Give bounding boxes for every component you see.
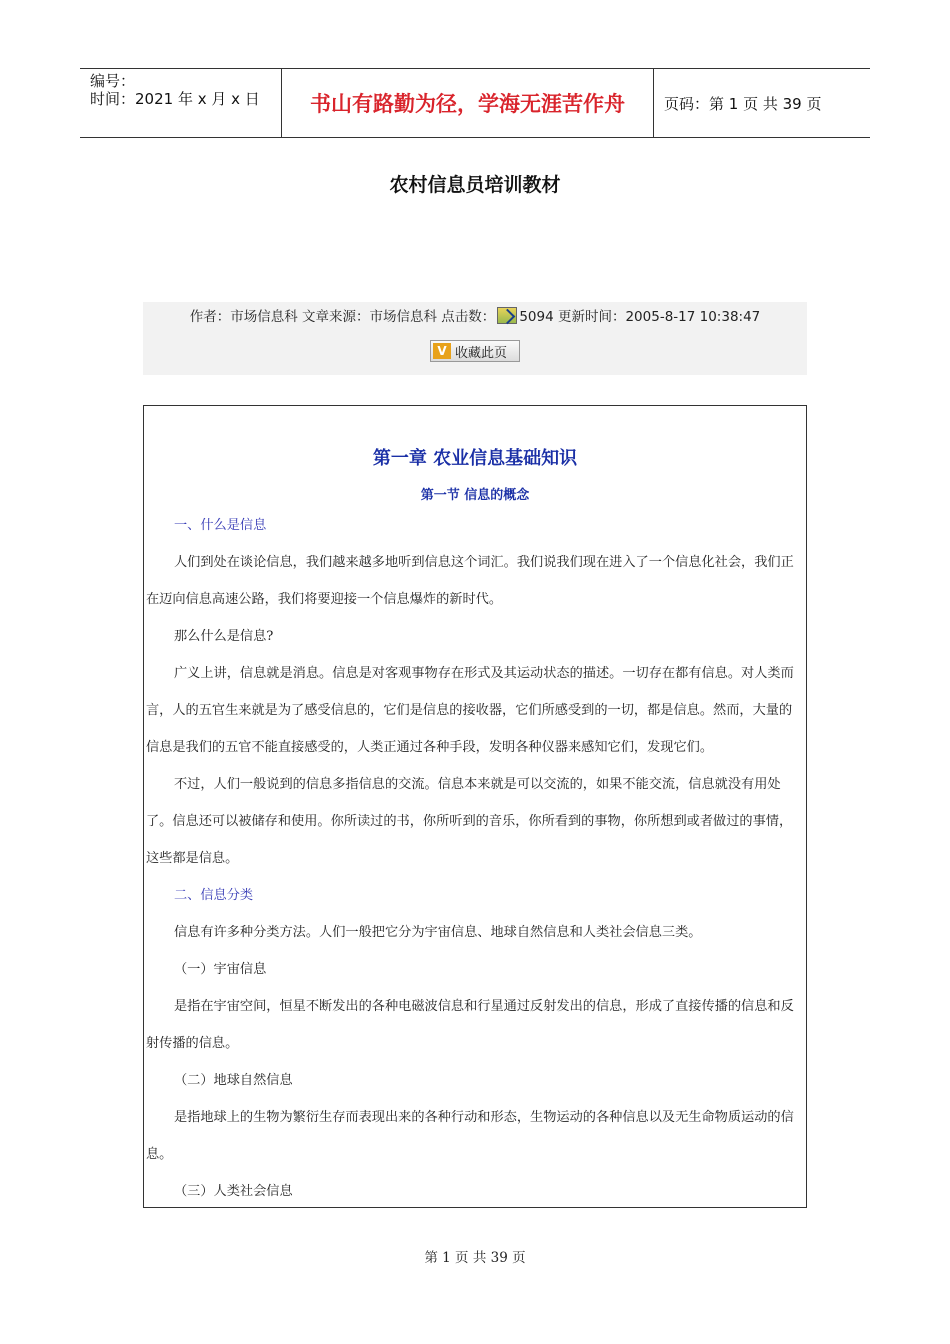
subsection-label: （一）宇宙信息	[174, 962, 267, 977]
article-meta-bar	[143, 302, 807, 375]
article-box	[143, 405, 807, 1208]
paragraph: 是指在宇宙空间，恒星不断发出的各种电磁波信息和行星通过反射发出的信息，形成了直接传播的信息和反射传播的信息。	[146, 999, 794, 1051]
motto: 书山有路勤为径，学海无涯苦作舟	[281, 69, 654, 137]
article-body	[144, 507, 806, 1210]
bookmark-icon: V	[433, 343, 451, 359]
article-meta-line	[143, 306, 807, 328]
page-info: 页码：第 1 页 共 39 页	[664, 94, 822, 113]
update-time: 2005-8-17 10:38:47	[625, 309, 761, 325]
update-label: 更新时间：	[553, 309, 626, 325]
page-footer: 第 1 页 共 39 页	[424, 1250, 526, 1266]
subsection-label: （二）地球自然信息	[174, 1073, 293, 1088]
bookmark-button[interactable]	[430, 340, 520, 362]
paragraph: 广义上讲，信息就是消息。信息是对客观事物存在形式及其运动状态的描述。一切存在都有信息。对人类而言，人的五官生来就是为了感受信息的，它们是信息的接收器，它们所感受到的一切，都是信息。然而，大量的信息是我们的五官不能直接感受的，人类正通过各种手段，发明各种仪器来感知它们，发现它们。	[146, 666, 794, 755]
paragraph: 是指地球上的生物为繁衍生存而表现出来的各种行动和形态，生物运动的各种信息以及无生命物质运动的信息。	[146, 1110, 794, 1162]
subsection-label: （三）人类社会信息	[174, 1184, 293, 1199]
hits-count: 5094	[519, 309, 554, 325]
author-source-hits-label: 作者：市场信息科 文章来源：市场信息科 点击数：	[189, 309, 496, 325]
paragraph: 不过，人们一般说到的信息多指信息的交流。信息本来就是可以交流的，如果不能交流，信息就没有用处了。信息还可以被储存和使用。你所读过的书，你所听到的音乐，你所看到的事物，你所想到或者做过的事情，这些都是信息。	[146, 777, 793, 866]
hits-icon	[497, 307, 517, 324]
section-title: 第一节 信息的概念	[420, 488, 530, 503]
time-label: 时间：2021 年 x 月 x 日	[90, 90, 260, 108]
subheading: 二、信息分类	[174, 888, 254, 903]
subheading: 一、什么是信息	[174, 518, 267, 533]
paragraph: 信息有许多种分类方法。人们一般把它分为宇宙信息、地球自然信息和人类社会信息三类。	[174, 925, 702, 940]
header-table	[80, 68, 870, 138]
number-label: 编号：	[90, 72, 136, 90]
paragraph: 那么什么是信息?	[174, 629, 274, 644]
header-meta-cell	[80, 69, 281, 137]
chapter-title: 第一章 农业信息基础知识	[372, 448, 578, 469]
bookmark-label: 收藏此页	[455, 345, 508, 361]
paragraph: 人们到处在谈论信息，我们越来越多地听到信息这个词汇。我们说我们现在进入了一个信息化社会，我们正在迈向信息高速公路，我们将要迎接一个信息爆炸的新时代。	[146, 555, 794, 607]
document-title: 农村信息员培训教材	[389, 174, 561, 196]
